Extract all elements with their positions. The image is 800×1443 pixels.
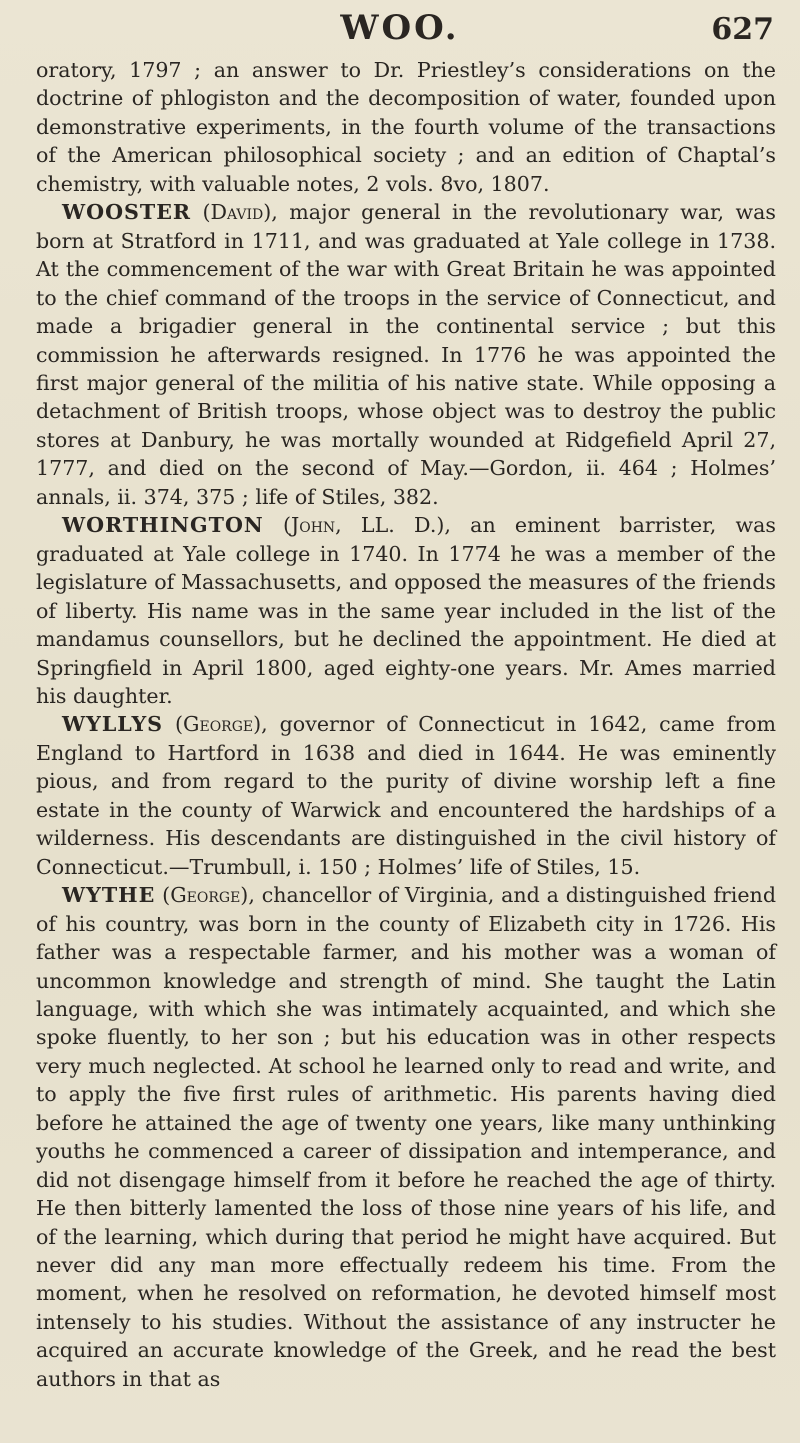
entry-worthington [36,511,776,710]
entry-name: (John, LL. D.), [282,513,451,538]
entry-name: (George), [162,883,255,908]
entry-wooster [36,198,776,511]
entry-wythe [36,881,776,1393]
running-head: WOO. [340,8,460,48]
entry-text: chancellor of Virginia, and a distinguished friend of his country, was born in the county of Elizabeth city in 1726. His father was a respectable farmer, and his mother was a woman of uncommon knowledge and strength of mind. She taught the Latin language, with which she was intimately acquainted, and which she spoke fluently, to her son ; but his education was in other respects very much neglected. At school he learned only to read and write, and to apply the five first rules of arithmetic. His parents having died before he attained the age of twenty one years, like many unthinking youths he commenced a career of dissipation and intemperance, and did not disengage himself from it before he reached the age of thirty. He then bitterly lamented the loss of those nine years of his life, and of the learning, which during that period he might have acquired. But never did any man more effectually redeem his time. From the moment, when he resolved on reformation, he devoted himself most intensely to his studies. Without the assistance of any instructer he acquired an accurate knowledge of the Greek, and he read the best authors in that as [36,883,776,1391]
entry-name: (George), [174,712,268,737]
body-text [36,56,776,1393]
entry-headword: WOOSTER [62,200,192,225]
entry-wyllys [36,710,776,881]
entry-text: an eminent barrister, was graduated at Yale college in 1740. In 1774 he was a member of the legislature of Massachusetts, and opposed the measures of the friends of liberty. His name was in the same year included in the list of the mandamus counsellors, but he declined the appointment. He died at Springfield in April 1800, aged eighty-one years. Mr. Ames married his daughter. [36,513,776,708]
entry-name: (David), [202,200,278,225]
entry-headword: WYTHE [62,883,156,908]
page-header [0,8,800,54]
entry-headword: WORTHINGTON [62,513,264,538]
page-number: 627 [711,12,774,47]
continuation-paragraph [36,56,776,198]
paragraph-text: oratory, 1797 ; an answer to Dr. Priestley’s considerations on the doctrine of phlogiston and the decomposition of water, founded upon demonstrative experiments, in the fourth volume of the transactions of the American philosophical society ; and an edition of Chaptal’s chemistry, with valuable notes, 2 vols. 8vo, 1807. [36,58,776,196]
entry-text: governor of Connecticut in 1642, came from England to Hartford in 1638 and died in 1644. He was eminently pious, and from regard to the purity of divine worship left a fine estate in the county of Warwick and encountered the hardships of a wilderness. His descendants are distinguished in the civil history of Connecticut.—Trumbull, i. 150 ; Holmes’ life of Stiles, 15. [36,712,777,879]
entry-text: major general in the revolutionary war, was born at Stratford in 1711, and was graduated at Yale college in 1738. At the commencement of the war with Great Britain he was appointed to the chief command of the troops in the service of Connecticut, and made a brigadier general in the continental service ; but this commission he afterwards resigned. In 1776 he was appointed the first major general of the militia of his native state. While opposing a detachment of British troops, whose object was to destroy the public stores at Danbury, he was mortally wounded at Ridgefield April 27, 1777, and died on the second of May.—Gordon, ii. 464 ; Holmes’ annals, ii. 374, 375 ; life of Stiles, 382. [36,200,776,509]
entry-headword: WYLLYS [62,712,164,737]
